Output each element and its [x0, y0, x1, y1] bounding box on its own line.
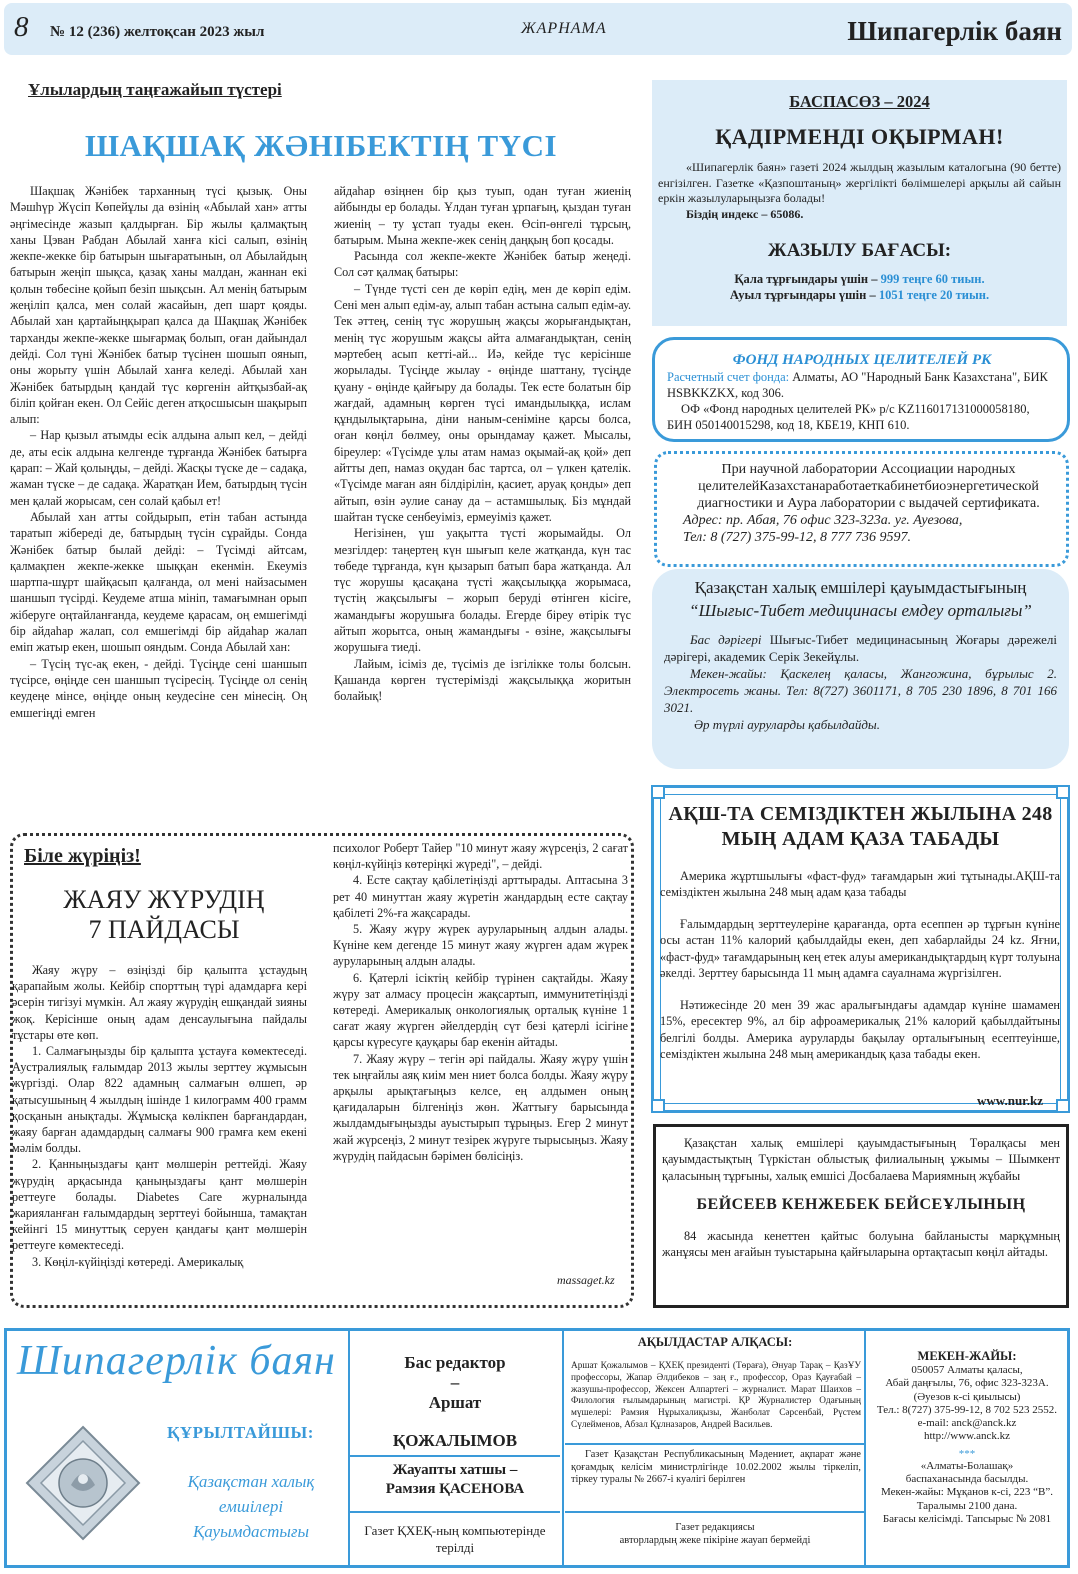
secretary-label: Жауапты хатшы – — [392, 1462, 518, 1478]
footer-rule — [350, 1455, 560, 1457]
price-rural-label: Ауыл тұрғындары үшін – — [729, 287, 876, 302]
walking-title-line: 7 ПАЙДАСЫ — [88, 915, 240, 944]
contact-info — [867, 1331, 1067, 1571]
article-paragraph: – Нар қызыл атымды есік алдына алып кел, – дейді де, аты есік алдына келгенде тұрғанда Жәнібек батырға қарап: – Жай қолыңды, – дейді. Жасқы түске де – садақа, жаман түске – де садақа. Жаратқан Ием, батырдың түсін мен қалай жорысам, сен солай қабыл ет! — [10, 428, 307, 508]
address-line: 050057 Алматы қаласы, — [911, 1364, 1023, 1376]
printer-line: Мекен-жайы: Мұқанов к-сі, 223 “В”. — [881, 1486, 1053, 1499]
disclaimer — [565, 1521, 865, 1547]
article-paragraph: Расында сол жекпе-жекте Жәнібек батыр жеңеді. Сол сәт қалмақ батыры: — [334, 249, 631, 280]
article-column-1 — [10, 183, 307, 721]
article-paragraph: Лайым, ісіміз де, түсіміз де ізгілікке толы болсын. Қашанда көрген түстерімізді жақсылыққа жоритын болайық! — [334, 656, 631, 704]
typeset-note: Газет ҚХЕҚ-ның компьютерінде терілді — [364, 1523, 546, 1555]
subscription-index: Біздің индекс – 65086. — [686, 206, 804, 221]
walking-paragraph: 2. Қанныңыздағы қант мөлшерін реттейді. Жаяу жүрудің арқасында қаныңыздағы қант мөлшерін реттеуге болады. Diabetes Care журналында жарияланған ғалымдардың зерттеуі бойынша, тамақтан кейінгі 15 минуттық серуен қандағы қант мөлшерін реттеуге көмектеседі. — [12, 1157, 307, 1253]
article-title: ШАҚШАҚ ЖӘНІБЕКТІҢ ТҮСІ — [84, 128, 558, 163]
address-line: (Әуезов к-сі қиылысы) — [913, 1390, 1021, 1403]
editorial-staff — [350, 1331, 560, 1571]
article-paragraph: – Түнде түсті сен де көріп едің, мен де көріп едім. Сені мен алып едім-ау, алып табан астына салып едім-ау. Тек әттең, сенің түс жорушың жақсы жорығандықтан, менің түс жорушым жақсы айта алмағандықтан, сенің мәртебең асып кетті-ай... Иә, кейде түс керісінше жорылады. Түсіңде жылау - өңінде шаттану, түсіңде қуану - өңінде қайғыру да болады. Тек есте болатын бір жағдай, адамның көрген түсі имандылыққа, ислам құндылықтарына, діни наным-сеніміне қарсы болса, оған көңіл бөлмеу, оны орындамау қажет. Мысалы, біреулер: «Түсімде ұлы атам намаз оқымай-ақ қой» деп айтты деп, намаз оқудан бас тартса, ол – үлкен қателік. «Түсімде маған аян білдірілін, қасиет, аруақ қонды» деп айтып, өзін әулие санау да – астамшылық. Біз мұндай шайтан түске сенбеуіміз, ермеуіміз қажет. — [334, 281, 631, 524]
corner-ornament — [1056, 1099, 1070, 1113]
email-link[interactable]: e-mail: anck@anck.kz — [917, 1417, 1017, 1430]
lab-box — [654, 451, 1069, 567]
imprint-footer — [4, 1328, 1070, 1568]
tibet-doctor — [664, 631, 1057, 665]
disclaimer-line: авторлардың жеке пікіріне жауап бермейді — [619, 1535, 811, 1546]
fund-account-label: Расчетный счет фонда: — [667, 370, 790, 384]
walking-column-1 — [12, 962, 307, 1270]
price-rural — [652, 288, 1067, 304]
fund-details: ОФ «Фонд народных целителей РК» р/с KZ116017131000058180, БИН 050140015298, код 18, КБЕ19, КНП 610. — [667, 402, 1030, 432]
article-column-2 — [334, 183, 631, 705]
phone-line: Тел.: 8(727) 375-99-12, 8 702 523 2552. — [876, 1403, 1058, 1416]
tibet-center-box — [652, 569, 1069, 769]
walking-paragraph: 1. Салмағыңызды бір қалыпта ұстауға көмектеседі. Аустралиялық ғалымдар 2013 жылы зерттеу жұмысын жүргізді. Олар 822 адамның салмағын өлшеп, әр қатысушының 4 жылдың ішінде 1 килограмм 400 грамм қосқанын анықтады. Жұмысқа көлікпен барғандардан, жаяу барған адамдардың салмағы 900 грамға кем екені мәлім болды. — [12, 1044, 307, 1156]
subscription-box — [652, 80, 1067, 326]
newspaper-name: Шипагерлік баян — [847, 16, 1062, 46]
separator-stars: *** — [958, 1447, 976, 1460]
walking-column-2 — [333, 840, 628, 1164]
usa-paragraph: Америка жұртшылығы «фаст-фуд» тағамдарын жиі тұтынады.АҚШ-та семіздіктен жылына 248 мың адам қаза табады — [660, 869, 1060, 900]
founder-label: ҚҰРЫЛТАЙШЫ: — [167, 1423, 314, 1442]
tibet-doctor-text: Шығыс-Тибет медицинасының Жоғары дәрежелі дәрігері, академик Серік Зекейұлы. — [664, 632, 1057, 664]
footer-rule — [565, 1511, 865, 1513]
fund-title: ФОНД НАРОДНЫХ ЦЕЛИТЕЛЕЙ РК — [732, 352, 992, 368]
founder-line: Қауымдастығы — [192, 1522, 310, 1541]
issue-info: № 12 (236) желтоқсан 2023 жыл — [50, 24, 265, 40]
tibet-doctor-label: Бас дәрігері — [690, 632, 762, 647]
subscription-text: «Шипагерлік баян» газеті 2024 жылдың жазылым каталогына (90 бетте) енгізілген. Газетке «Қазпоштаның» жергілікті бөлімшелері арқылы ай сайын еркін жазылуларыңызға болады! — [658, 160, 1061, 205]
founder-line: емшілері — [218, 1497, 284, 1516]
printer-line: Таралымы 2100 дана. — [916, 1499, 1018, 1512]
fund-box — [652, 337, 1070, 442]
address-title: МЕКЕН-ЖАЙЫ: — [917, 1349, 1017, 1363]
walking-paragraph: 3. Көңіл-күйіңізді көтереді. Америкалық — [32, 1254, 244, 1269]
usa-title: АҚШ-ТА СЕМІЗДІКТЕН ЖЫЛЫНА 248 МЫҢ АДАМ ҚАЗА ТАБАДЫ — [668, 803, 1053, 850]
walking-paragraph: 5. Жаяу жүру жүрек ауруларының алдын алады. Күніне кем дегенде 15 минут жаяу жүрген адам жүрек ауруларының алдын алады. — [333, 922, 628, 969]
walking-source: massaget.kz — [557, 1273, 615, 1287]
page-header — [4, 3, 1072, 55]
disclaimer-line: Газет редакциясы — [675, 1522, 755, 1533]
usa-obesity-box — [651, 785, 1070, 1113]
walking-paragraph: Жаяу жүру – өзіңізді бір қалыпта ұстаудың қарапайым жолы. Кейбір спорттың түрі адамдарға кері әсерін тигізуі мүмкін. Ал жаяу жүрудің ешқандай зияны жоқ. Керісінше оның адам денсаулығына пайдалы тұстары өте көп. — [12, 963, 307, 1042]
editor-dash: – — [450, 1373, 460, 1392]
printer-line: «Алматы-Болашақ» — [920, 1459, 1014, 1472]
walking-title-line: ЖАЯУ ЖҮРУДІҢ — [63, 885, 265, 914]
walking-paragraph: психолог Роберт Тайер "10 минут жаяу жүрсеңіз, 2 сағат көңіл-күйіңіз көтеріңкі жүреді", – дейді. — [333, 841, 628, 872]
usa-paragraph: Нәтижесінде 20 мен 39 жас аралығындағы адамдар күніне шамамен 15%, ересектер 9%, ал бір афроамерикалық 21% калорий қабылдайтыны белгілі болды. Америка ауруларды бақылау орталығының есептеуінше, семіздіктен жылына 248 мың американдық қаза табады екен. — [660, 998, 1060, 1062]
article-paragraph: Шақшақ Жәнібек тарханның түсі қызық. Оны Мәшһүр Жүсіп Көпейұлы да өзінің «Абылай хан» атты әңгімесінде жазып қалдырған. Бір жылы қалмақтың ханы Цэван Рабдан Абылай ханға кісі салып, өзінің жекпе-жекке бір батырын шығаратынын, ол Абылайдың батырын жеңіп шықса, қазақ ханы малдан, жаннан екі қолын төбесіне қойып безіп шықсын. Ал менің батырым жеңіліп қалса, мен солай жасайын, деп шарт қояды. Абылай хан қартайыңқырап қалса да Шақшақ Жәнібек тарханды жекпе-жекке шығармақ болып, оған дайындал дейді. Сол түні Жәнібек батыр түсінен шошып оянып, оны жорыту үшін Абылай ханға келеді. Абылай хан Жәнібек батырдың қандай түс көргенін айтқызбай-ақ біліп қойған екен. Ол Сейіс деген атқосшысын шақырып алып: — [10, 184, 307, 427]
secretary-block — [350, 1461, 560, 1499]
editor-block — [350, 1353, 560, 1413]
lab-address: Адрес: пр. Абая, 76 офис 323-323а. уг. Ауезова, — [683, 513, 963, 528]
editor-last-name: ҚОЖАЛЫМОВ — [392, 1431, 518, 1450]
section-rubric: ЖАРНАМА — [521, 20, 607, 37]
condolence-intro: Қазақстан халық емшілері қауымдастығының Төралқасы мен қауымдастықтың Түркістан облыстық филиалының ұжымы – Шымкент қаласының тұрғыны, халық емшісі Досбалаева Мариямның жұбайы — [662, 1136, 1060, 1183]
editor-label: Бас редактор — [404, 1353, 506, 1372]
condolence-text: 84 жасында кенеттен қайтыс болуына байланысты марқұмның жанұясы мен ағайын туыстарына қайғыларына ортақтасып көңіл айтады. — [662, 1228, 1060, 1260]
registration-info: Газет Қазақстан Республикасының Мәдениет, ақпарат және қоғамдық келісім министрлігінде 10.02.2002 жылы тіркеліп, тіркеу туралы № 2667-і куәлігі берілген — [571, 1449, 861, 1485]
condolence-name: БЕЙСЕЕВ КЕНЖЕБЕК БЕЙСЕҰЛЫНЫҢ — [696, 1195, 1026, 1213]
tibet-address: Мекен-жайы: Қаскелең қаласы, Жангожина, бұрылыс 2. Электросеть жаны. Тел: 8(727) 3601171, 8 705 230 1896, 8 701 166 3021. — [664, 666, 1057, 715]
founder-line: Қазақстан халық — [187, 1472, 315, 1491]
footer-rule — [565, 1443, 865, 1445]
footer-divider — [562, 1331, 564, 1565]
walking-rubric: Біле жүріңіз! — [24, 845, 141, 867]
corner-ornament — [651, 1099, 665, 1113]
article-paragraph: Негізінен, үш уақытта түсті жорымайды. Ол мезгілдер: таңертең күн шығып келе жатқанда, күн тас төбеде тұрғанда, күн қызарып батып бара жатқанда. Ал түс жорушы қасақана түсті жақсылыққа жорымаса, түстің жақсылығы – жорып беруді өтінген кісіге, жамандығы жорушыға болады. Егерде біреу өтірік түс айтып жорытса, оның жамандығы - өзіне, жақсылығы жорушыға тиеді. — [334, 526, 631, 655]
printer-line: Бағасы келісімді. Тапсырыс № 2081 — [882, 1512, 1052, 1525]
fund-account-line: Алматы, АО "Народный Банк Казахстана", БИК HSBKKZKX, код 306. — [667, 370, 1048, 400]
corner-ornament — [651, 785, 665, 799]
walking-title — [16, 885, 312, 945]
secretary-name: Рамзия ҚАСЕНОВА — [385, 1481, 525, 1497]
founder-name — [157, 1469, 345, 1544]
article-paragraph: Абылай хан атты сойдырып, етін табан астында таратып жібереді де, батырдың түсін сұрайды. Сонда Жәнібек батыр былай дейді: – Түсімді айтсам, қалмақпен жекпе-жекке шыққан екенмін. Екеуміз шартпа-шұрт шайқасып қалғанда, ол мені найзасымен шаншып түсірді. Кеудеме атша мініп, тамағымнан орып жіберуге оңтайланғанда, кеудеме қарасам, оң емшегімді бір айдаһар жалап, сол емшегімді бір айдаһар жалап еміп жатыр екен, шошып ояндым. Сонда Абылай хан: — [10, 509, 307, 655]
website-link[interactable]: http://www.anck.kz — [923, 1430, 1011, 1443]
association-emblem-icon — [23, 1423, 143, 1543]
walking-paragraph: 4. Есте сақтау қабілетіңізді арттырады. Аптасына 3 рет 40 минуттан жаяу жүретін жандардың есте сақтау қабілеті 2%-ға жақсарады. — [333, 873, 628, 920]
price-city — [652, 272, 1067, 288]
price-rural-value: 1051 теңге 20 тиын. — [878, 287, 990, 302]
tibet-association: Қазақстан халық емшілері қауымдастығының — [694, 578, 1027, 597]
lab-text: При научной лаборатории Ассоциации народных целителейКазахстанаработаеткабинетбиоэнергетической диагностики и Аура лаборатории с выдачей сертификата. — [697, 462, 1040, 511]
price-city-value: 999 теңге 60 тиын. — [880, 272, 985, 286]
subscription-title: БАСПАСӨЗ – 2024 — [789, 92, 930, 111]
price-title: ЖАЗЫЛУ БАҒАСЫ: — [767, 240, 952, 261]
lab-phone: Тел: 8 (727) 375-99-12, 8 777 736 9597. — [683, 530, 912, 545]
corner-ornament — [1056, 785, 1070, 799]
advisory-board — [565, 1331, 865, 1571]
subscription-heading: ҚАДІРМЕНДІ ОҚЫРМАН! — [715, 124, 1004, 149]
usa-paragraph: Ғалымдардың зерттеулеріне қарағанда, орта есеппен әр тұрғын күніне осы астан 11% калорий қабылдайды екен, деп хабарлайды 24 kz. Яғни, «фаст-фуд» тағамдарының кең етек алуы американдықтардың күрт толуына әкелді. Зерттеу барысында 11 мың адамға сауалнама жүргізілген. — [660, 917, 1060, 981]
tibet-center-name: “Шығыс-Тибет медицинасы емдеу орталығы” — [689, 601, 1032, 620]
newspaper-logo: Шипагерлік баян — [17, 1338, 336, 1384]
board-members: Аршат Қожалымов – ҚХЕҚ президенті (Төраға), Әнуар Тарақ – ҚазҰУ профессоры, Жапар Әлдибеков – заң ғ., профессор, Ораз Қауғабай – жазушы-профессор, Жексен Алпартегі – журналист. Марат Шаихов – Филология ғылымдарының магистрі. ҚР Журналистер Одағының мүшелері: Рамзия Нұрыхалиқызы, Жанболат Сәрсенбай, Рүстем Сүлейменов, Абзал Құлназаров, Андрей Васильев. — [571, 1361, 861, 1430]
tibet-note: Әр түрлі ауруларды қабылдайды. — [694, 717, 880, 732]
usa-source: www.nur.kz — [977, 1093, 1043, 1108]
walking-paragraph: 6. Қатерлі ісіктің кейбір түрінен сақтайды. Жаяу жүру зат алмасу процесін жақсартып, иммунитетіңізді көтереді. Америкалық онкологиялық орталық күніне 1 сағат жаяу жүрген әйелдердің сүт безі қатерлі ісігіне қарсы күресуге қауқары бар екенін айтады. — [333, 970, 628, 1050]
footer-rule — [350, 1511, 560, 1513]
printer-line: баспаханасында басылды. — [905, 1473, 1029, 1486]
walking-paragraph: 7. Жаяу жүру – тегін әрі пайдалы. Жаяу жүру үшін тек ыңғайлы аяқ киім мен ниет болса болды. Жаяу жүру арқылы арықтағыңыз келсе, ең алдымен оның қағидаларын білгеніңіз жөн. Жаттығу барысында жылдамдығыңызды ауыстырып тұрыңыз. Егер 2 минут жай жүрсеңіз, 2 минут тезірек жүруге тырысыңыз. Жаяу жүрудің пайдасын бәрімен бөлісіңіз. — [333, 1051, 628, 1163]
editor-first-name: Аршат — [428, 1393, 482, 1412]
article-paragraph: айдаһар өзіңнен бір қыз туып, одан туған жиенің айбынды ер болады. Ұлдан туған ұрпағың, қыздан туған жиенің – ту ұстап туады екен. Өсіп-өнгелі тұрсың, батырым. Мына жекпе-жек сенің даңқың боп қосады. — [334, 184, 631, 247]
fund-account — [667, 369, 1057, 401]
article-paragraph: – Түсің түс-ақ екен, - дейді. Түсіңде сені шаншып түсірсе, өңіңде сен шаншып түсіресің. Түсіңде ол сенің кеудеңе мінсе, өңіңде оның кеудесіне сен мінесің. Оң емшегіңді емген — [10, 656, 307, 720]
article-rubric: Ұлылардың таңғажайып түстері — [28, 80, 282, 99]
board-title: АҚЫЛДАСТАР АЛҚАСЫ: — [637, 1335, 793, 1349]
page-number: 8 — [14, 11, 29, 43]
price-city-label: Қала тұрғындары үшін – — [734, 272, 878, 286]
condolence-box — [653, 1124, 1069, 1308]
address-line: Абай даңғылы, 76, офис 323-323А. — [885, 1377, 1049, 1390]
